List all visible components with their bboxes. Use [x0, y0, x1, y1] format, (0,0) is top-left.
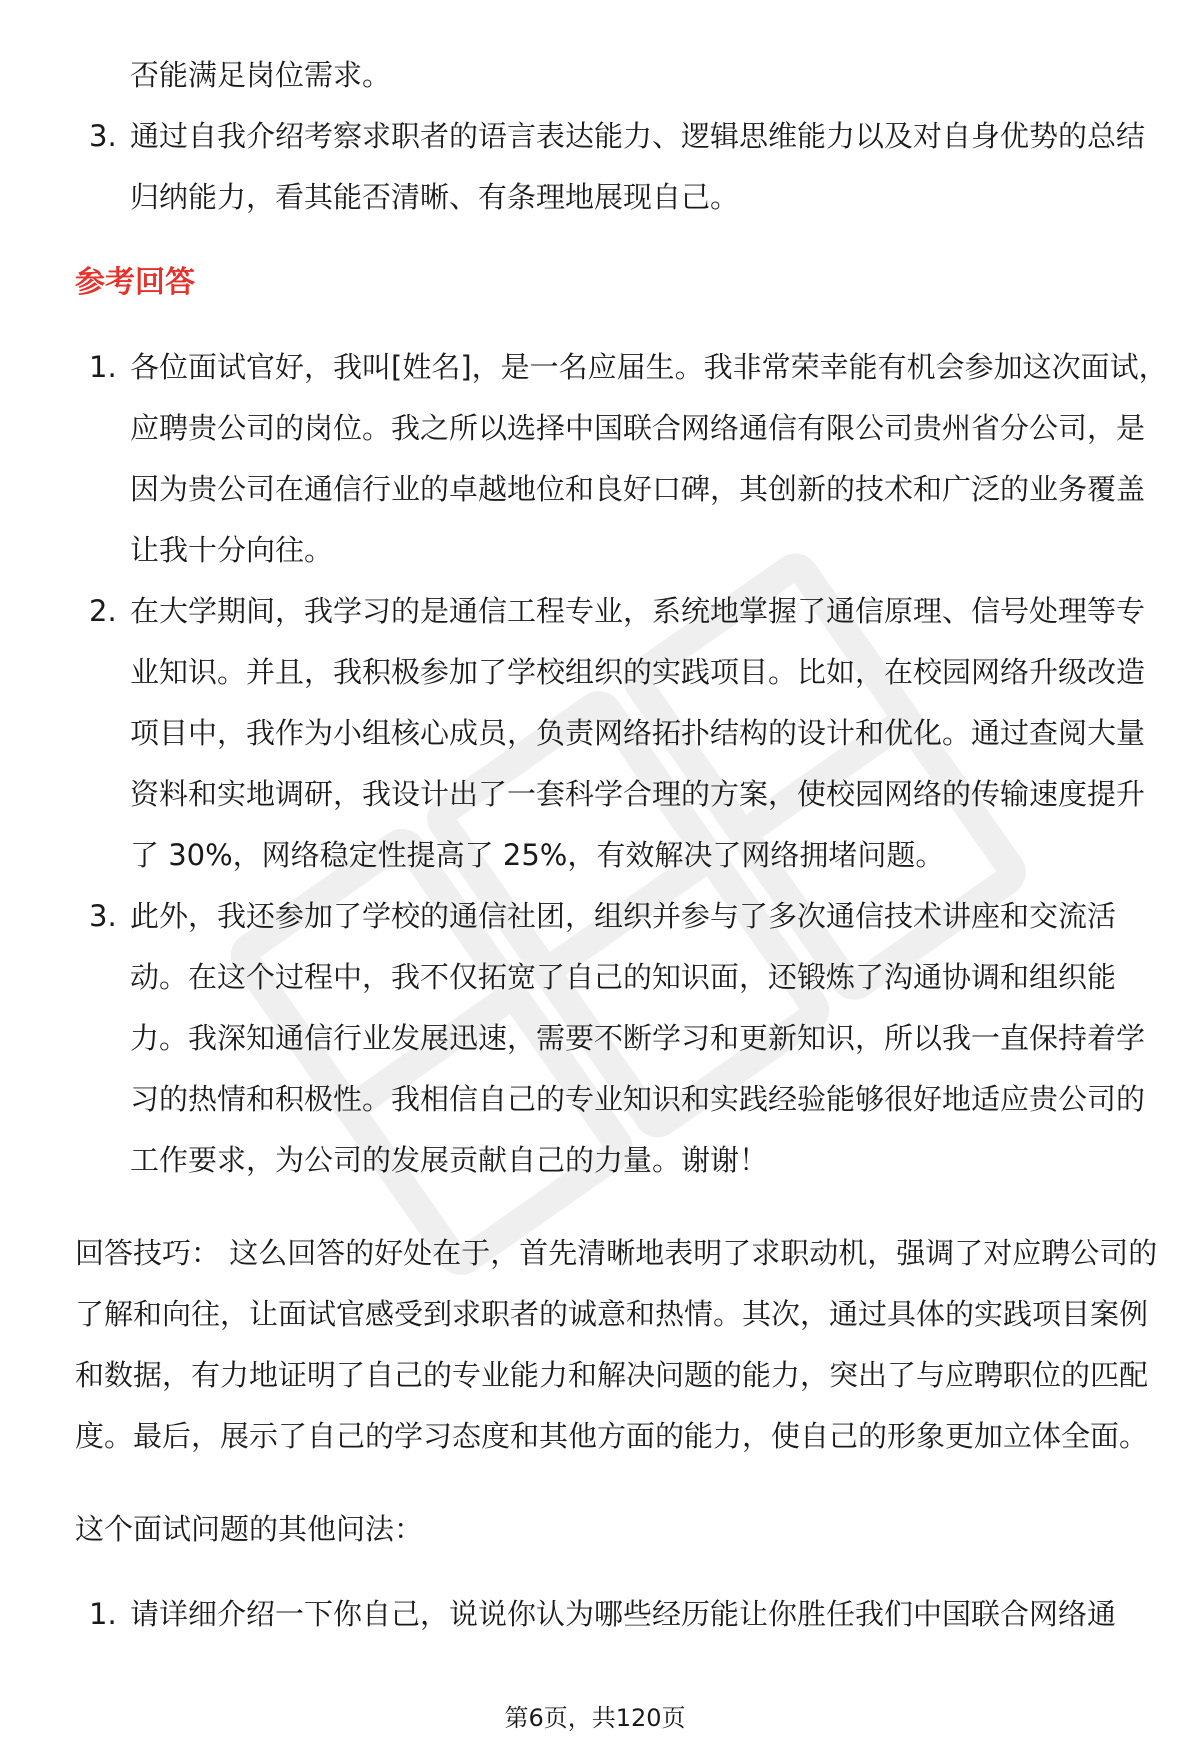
- list-item-text: 此外，我还参加了学校的通信社团，组织并参与了多次通信技术讲座和交流活动。在这个过程中，我不仅拓宽了自己的知识面，还锻炼了沟通协调和组织能力。我深知通信行业发展迅速，需要不断学习和更新知识，所以我一直保持着学习的热情和积极性。我相信自己的专业知识和实践经验能够很好地适应贵公司的工作要求，为公司的发展贡献自己的力量。谢谢！: [130, 899, 1146, 1177]
- list-number: 2.: [89, 594, 117, 628]
- list-number: 1.: [89, 1597, 117, 1631]
- list-number: 1.: [89, 350, 117, 384]
- list-item-text: 通过自我介绍考察求职者的语言表达能力、逻辑思维能力以及对自身优势的总结归纳能力，看其能否清晰、有条理地展现自己。: [130, 119, 1146, 214]
- other-questions-heading: 这个面试问题的其他问法：: [75, 1512, 424, 1546]
- answer-tips-paragraph: 回答技巧： 这么回答的好处在于，首先清晰地表明了求职动机，强调了对应聘公司的了解和向往，让面试官感受到求职者的诚意和热情。其次，通过具体的实践项目案例和数据，有力地证明了自己的专业能力和解决问题的能力，突出了与应聘职位的匹配度。最后，展示了自己的学习态度和其他方面的能力，使自己的形象更加立体全面。: [75, 1236, 1158, 1453]
- list-item-text: 各位面试官好，我叫[姓名]，是一名应届生。我非常荣幸能有机会参加这次面试，应聘贵公司的岗位。我之所以选择中国联合网络通信有限公司贵州省分公司，是因为贵公司在通信行业的卓越地位和良好口碑，其创新的技术和广泛的业务覆盖让我十分向往。: [130, 350, 1168, 567]
- list-item-text: 请详细介绍一下你自己，说说你认为哪些经历能让你胜任我们中国联合网络通: [130, 1597, 1117, 1631]
- continued-text: 否能满足岗位需求。: [130, 58, 392, 92]
- list-number: 3.: [89, 119, 117, 153]
- evaluation-points-list: [75, 106, 1170, 228]
- other-questions-list: [75, 1584, 1170, 1645]
- list-item-text: 在大学期间，我学习的是通信工程专业，系统地掌握了通信原理、信号处理等专业知识。并且，我积极参加了学校组织的实践项目。比如，在校园网络升级改造项目中，我作为小组核心成员，负责网络拓扑结构的设计和优化。通过查阅大量资料和实地调研，我设计出了一套科学合理的方案，使校园网络的传输速度提升了 30%，网络稳定性提高了 25%，有效解决了网络拥堵问题。: [130, 594, 1146, 872]
- reference-answer-heading: 参考回答: [75, 265, 195, 300]
- list-item: [75, 337, 1170, 581]
- list-item: [75, 886, 1170, 1191]
- list-item: [75, 106, 1170, 228]
- list-number: 3.: [89, 899, 117, 933]
- reference-answer-list: [75, 337, 1170, 1191]
- list-item: [75, 581, 1170, 886]
- page-footer: 第6页，共120页: [504, 1704, 686, 1732]
- page-content: [75, 45, 1170, 1645]
- list-item: [75, 1584, 1170, 1645]
